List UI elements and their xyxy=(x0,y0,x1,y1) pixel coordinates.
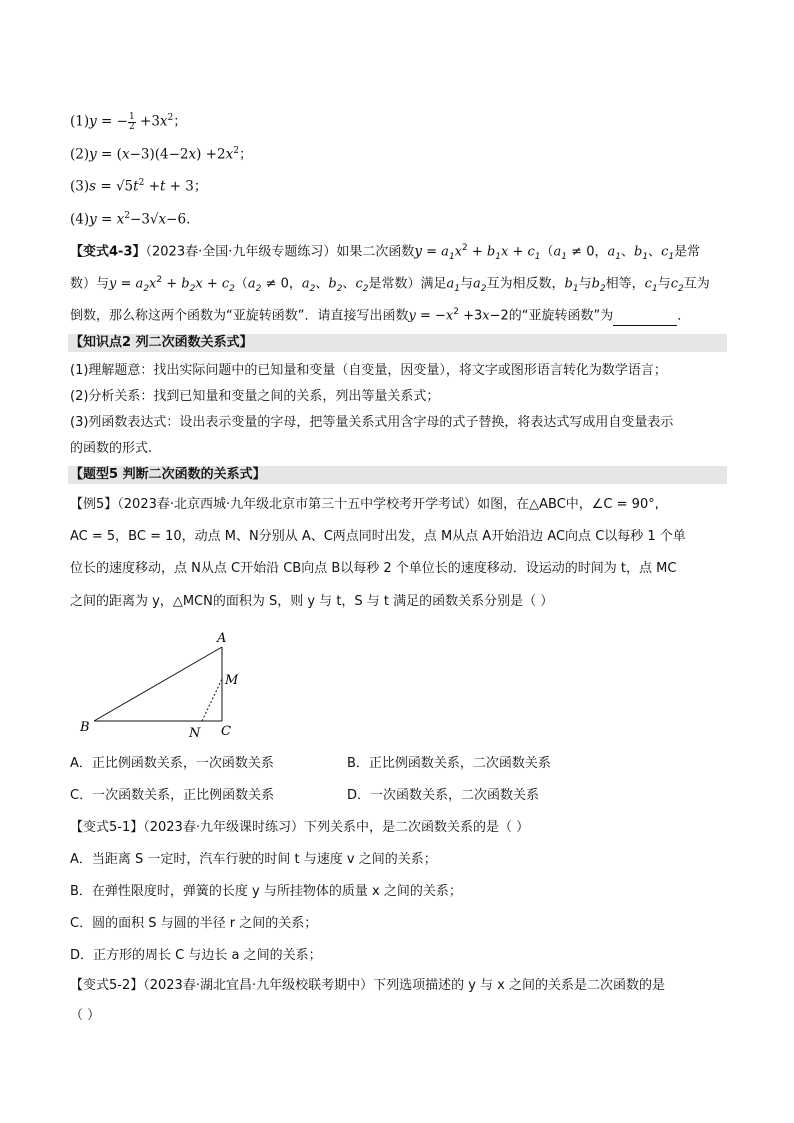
variant-5-2-stem-cont: （ ） xyxy=(70,1008,101,1023)
example-5-option-a[interactable]: A．正比例函数关系，一次函数关系 xyxy=(70,756,274,771)
equation-item-1: (1)y = − $\frac{1}{2}$ $+3x^2$； xyxy=(70,111,187,132)
segment-mn xyxy=(202,679,222,721)
example-5-option-c[interactable]: C．一次函数关系，正比例函数关系 xyxy=(70,788,275,803)
example-5-line-1: 【例5】（2023春·北京西城·九年级北京市第三十五中学校考开学考试）如图，在△ABC中，∠C = 90°, xyxy=(70,497,659,512)
vertex-label-b: B xyxy=(80,720,90,735)
variant-5-1-option-b[interactable]: B．在弹性限度时，弹簧的长度 y 与所挂物体的质量 x 之间的关系； xyxy=(70,884,462,899)
variant-4-3-line-1: 【变式4-3】（2023春·全国·九年级专题练习）如果二次函数$y = a_1x^2 + b_1x + c_1(a_1 \ne 0$，$a_1$、$b_1$、$c_1$是常 xyxy=(70,243,701,262)
equation-item-3: $(3)s = √5t^2 +t + 3$； xyxy=(70,178,208,195)
example-5-option-d[interactable]: D．一次函数关系，二次函数关系 xyxy=(347,788,540,803)
variant-5-1-option-d[interactable]: D．正方形的周长 C 与边长 a 之间的关系； xyxy=(70,948,322,963)
knowledge-point-2-step-1: (1)理解题意：找出实际问题中的已知量和变量（自变量，因变量），将文字或图形语言转化为数学语言； xyxy=(70,363,667,378)
example-5-line-4: 之间的距离为 y，△MCN的面积为 S，则 y 与 t，S 与 t 满足的函数关系分别是（ ） xyxy=(70,594,554,609)
variant-4-3-line-3: 倒数，那么称这两个函数为“亚旋转函数”．请直接写出函数$y = -x^2 +3x-2$的“亚旋转函数”为 ． xyxy=(70,302,690,326)
triangle-figure xyxy=(75,628,255,743)
side-ab xyxy=(94,647,222,721)
equation-item-4: $(4)y = x^2-3√x-6$． xyxy=(70,211,200,228)
vertex-label-c: C xyxy=(221,724,231,739)
knowledge-point-2-step-3-cont: 的函数的形式. xyxy=(70,441,153,456)
example-5-line-3: 位长的速度移动，点 N从点 C开始沿 CB向点 B以每秒 2 个单位长的速度移动．设运动的时间为 t，点 MC xyxy=(70,561,677,576)
knowledge-point-2-step-3: (3)列函数表达式：设出表示变量的字母，把等量关系式用含字母的式子替换，将表达式写成用自变量表示 xyxy=(70,415,674,430)
variant-5-1-option-c[interactable]: C．圆的面积 S 与圆的半径 r 之间的关系； xyxy=(70,916,318,931)
question-type-5-header: 【题型5 判断二次函数的关系式】 xyxy=(68,466,727,484)
variant-5-2-stem: 【变式5-2】（2023春·湖北宜昌·九年级校联考期中）下列选项描述的 y 与 x 之间的关系是二次函数的是 xyxy=(70,978,665,993)
variant-4-3-line-2: 数）与$y = a_2x^2 + b_2x + c_2(a_2 \ne 0$，$a_2$、$b_2$、$c_2$是常数）满足$a_1$与$a_2$互为相反数，$b_1$与$b_2$相等，$c_1$与$c_2$互为 xyxy=(70,275,710,294)
variant-5-1-stem: 【变式5-1】（2023春·九年级课时练习）下列关系中，是二次函数关系的是（ ） xyxy=(70,820,530,835)
knowledge-point-2-step-2: (2)分析关系：找到已知量和变量之间的关系，列出等量关系式； xyxy=(70,389,440,404)
answer-blank[interactable] xyxy=(613,311,677,326)
vertex-label-a: A xyxy=(217,631,227,646)
equation-item-2: $(2)y = (x-3)(4-2x) +2x^2$； xyxy=(70,146,253,163)
point-label-n: N xyxy=(189,726,201,741)
example-5-line-2: AC = 5，BC = 10，动点 M、N分别从 A、C两点同时出发，点 M从点 A开始沿边 AC向点 C以每秒 1 个单 xyxy=(70,529,686,544)
point-label-m: M xyxy=(225,673,239,688)
knowledge-point-2-header: 【知识点2 列二次函数关系式】 xyxy=(68,334,727,352)
example-5-option-b[interactable]: B．正比例函数关系，二次函数关系 xyxy=(347,756,551,771)
variant-5-1-option-a[interactable]: A．当距离 S 一定时，汽车行驶的时间 t 与速度 v 之间的关系； xyxy=(70,852,437,867)
